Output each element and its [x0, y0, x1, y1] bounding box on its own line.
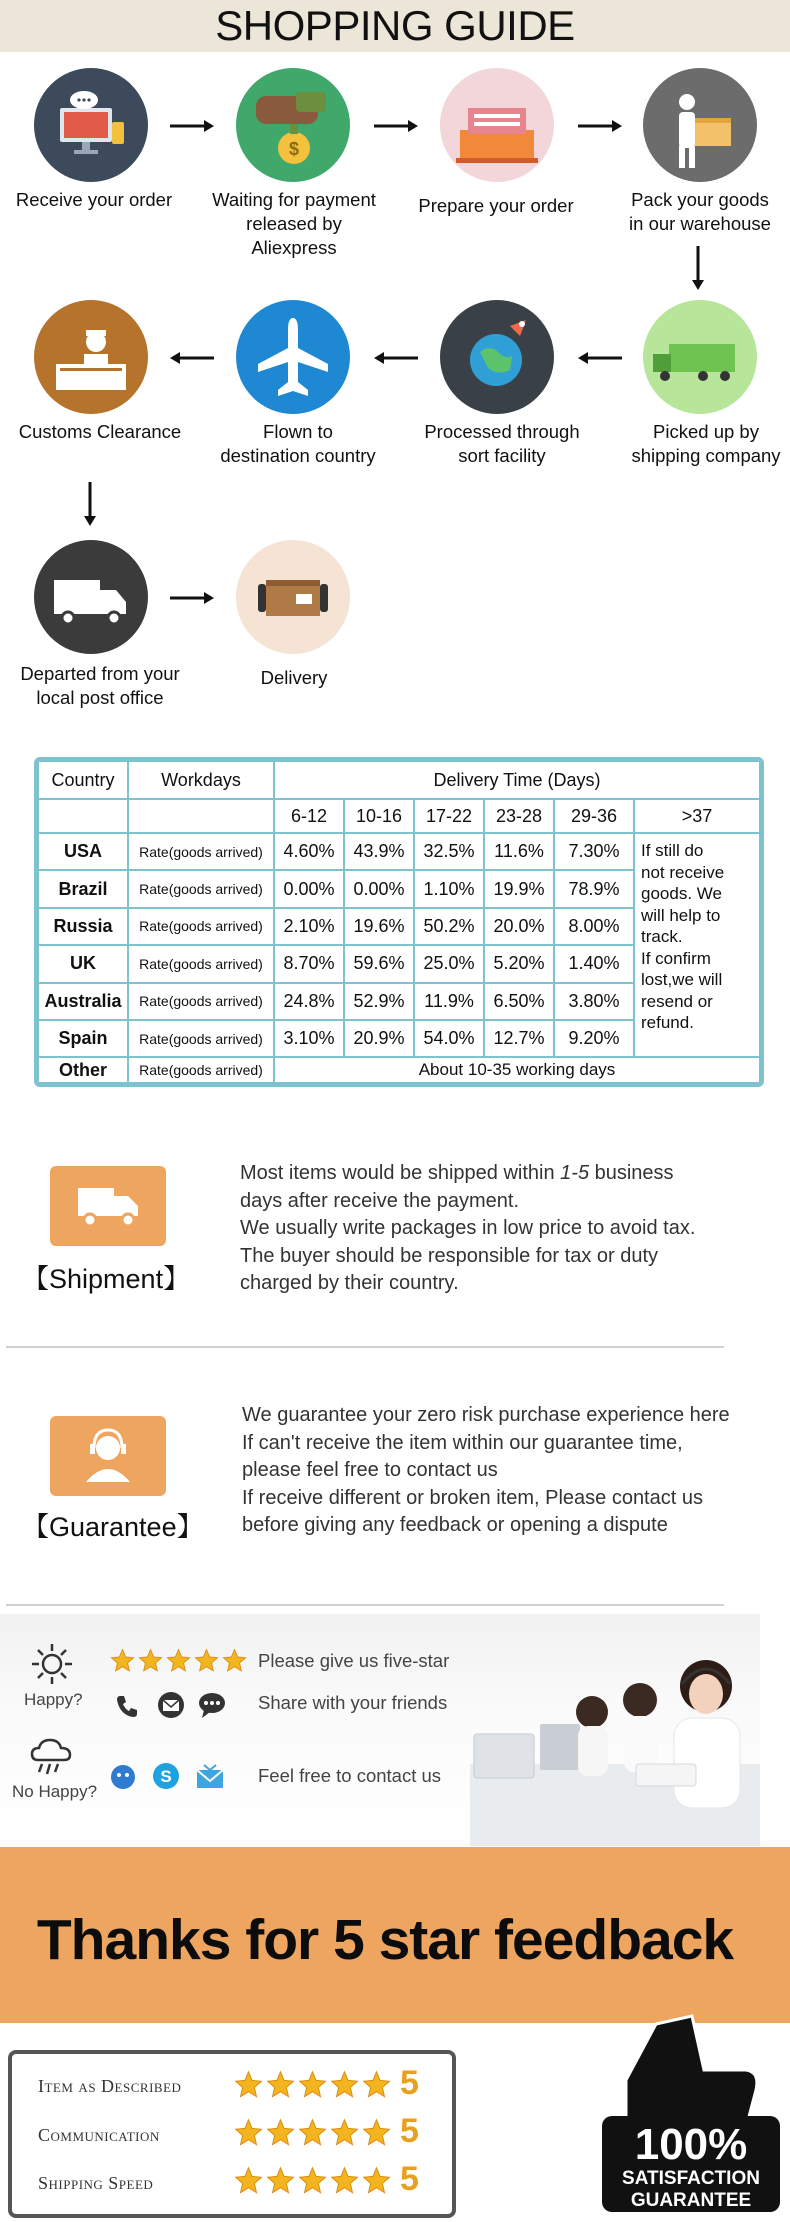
star-icon	[234, 2118, 263, 2147]
mail-icon	[156, 1690, 186, 1720]
left-arrow-icon	[576, 348, 624, 368]
receive-order-icon	[34, 68, 148, 182]
star-icon	[298, 2118, 327, 2147]
table-row: USA Rate(goods arrived) 4.60% 43.9% 32.5% 11.6% 7.30% If still do not receive goods. We will help to track. If confirm lost,we will resend or refund.	[38, 833, 760, 870]
right-arrow-icon	[372, 116, 420, 136]
chat-icon	[196, 1690, 228, 1720]
table-row: Australia Rate(goods arrived) 24.8% 52.9% 11.9% 6.50% 3.80%	[38, 983, 760, 1020]
star-icon	[194, 1648, 219, 1673]
customs-clearance-icon	[34, 300, 148, 414]
page-header	[0, 0, 790, 52]
post-office-truck-icon	[34, 540, 148, 654]
shipment-truck-icon	[50, 1166, 166, 1246]
step-label: Customs Clearance	[18, 421, 182, 442]
star-icon	[138, 1648, 163, 1673]
range-header: 10-16	[344, 799, 414, 833]
right-arrow-icon	[168, 116, 216, 136]
left-arrow-icon	[168, 348, 216, 368]
step-label: Processed through sort facility	[424, 421, 580, 466]
rating-label: Shipping Speed	[38, 2173, 154, 2193]
rating-label: Communication	[38, 2125, 160, 2145]
star-icon	[330, 2118, 359, 2147]
guarantee-label: 【Guarantee】	[22, 1512, 204, 1542]
guarantee-text: We guarantee your zero risk purchase experience here If can't receive the item within our guarantee time, please feel free to contact us If receive different or broken item, Please contact us before giving any feedback or opening a dispute	[242, 1404, 730, 1536]
divider	[6, 1604, 724, 1606]
happy-text-1: Please give us five-star	[258, 1650, 450, 1671]
no-happy-label: No Happy?	[12, 1782, 98, 1801]
skype-icon	[150, 1760, 182, 1792]
rating-label: Item as Described	[38, 2076, 182, 2096]
rating-stars	[234, 2070, 394, 2104]
table-row: UK Rate(goods arrived) 8.70% 59.6% 25.0% 5.20% 1.40%	[38, 945, 760, 982]
five-star-row	[110, 1648, 250, 1678]
truck-pickup-icon	[643, 300, 757, 414]
svg-text:S: S	[160, 1767, 172, 1786]
col-header-country: Country	[38, 761, 128, 799]
step-label: Waiting for payment released by Aliexpress	[212, 189, 376, 258]
happy-text-2: Share with your friends	[258, 1692, 448, 1713]
col-header-delivery: Delivery Time (Days)	[274, 761, 760, 799]
step-label: Pack your goods in our warehouse	[629, 189, 771, 234]
rating-score: 5	[400, 2160, 419, 2198]
shipment-label: 【Shipment】	[22, 1264, 191, 1294]
left-arrow-icon	[372, 348, 420, 368]
step-label: Flown to destination country	[220, 421, 376, 466]
step-label: Delivery	[260, 667, 328, 688]
star-icon	[266, 2118, 295, 2147]
star-icon	[166, 1648, 191, 1673]
rating-score: 5	[400, 2112, 419, 2150]
thanks-banner	[0, 1847, 790, 2023]
star-icon	[298, 2070, 327, 2099]
range-header: 29-36	[554, 799, 634, 833]
airplane-icon	[236, 300, 350, 414]
delivery-time-table	[34, 757, 764, 1087]
seller-rating-box	[8, 2050, 456, 2218]
star-icon	[222, 1648, 247, 1673]
call-center-photo	[460, 1614, 760, 1846]
star-icon	[266, 2166, 295, 2195]
divider	[6, 1346, 724, 1348]
prepare-order-icon	[440, 68, 554, 182]
rating-stars	[234, 2118, 394, 2152]
badge-line2: SATISFACTION	[622, 2168, 760, 2189]
down-arrow-icon	[688, 244, 708, 292]
star-icon	[234, 2166, 263, 2195]
payment-icon	[236, 68, 350, 182]
sun-icon	[30, 1642, 74, 1686]
globe-icon	[440, 300, 554, 414]
happy-label: Happy?	[24, 1690, 83, 1709]
col-header-workdays: Workdays	[128, 761, 274, 799]
rain-cloud-icon	[28, 1736, 76, 1778]
down-arrow-icon	[80, 480, 100, 528]
happy-text-3: Feel free to contact us	[258, 1765, 442, 1786]
rating-stars	[234, 2166, 394, 2200]
star-icon	[110, 1648, 135, 1673]
right-arrow-icon	[576, 116, 624, 136]
star-icon	[330, 2166, 359, 2195]
satisfaction-badge	[596, 2010, 786, 2215]
svg-text:$: $	[288, 139, 300, 159]
thanks-text: Thanks for 5 star feedback	[36, 1908, 734, 1972]
right-arrow-icon	[168, 588, 216, 608]
star-icon	[362, 2166, 391, 2195]
range-header: >37	[634, 799, 760, 833]
pack-goods-icon	[643, 68, 757, 182]
star-icon	[362, 2070, 391, 2099]
star-icon	[298, 2166, 327, 2195]
step-label: Departed from your local post office	[20, 663, 180, 708]
range-header: 23-28	[484, 799, 554, 833]
table-row: Other Rate(goods arrived) About 10-35 working days	[38, 1057, 760, 1083]
feedback-strip	[0, 1614, 760, 1846]
step-label: Picked up by shipping company	[631, 421, 781, 466]
star-icon	[234, 2070, 263, 2099]
badge-line3: GUARANTEE	[630, 2190, 752, 2211]
email-icon	[194, 1762, 226, 1792]
step-label: Prepare your order	[418, 195, 574, 216]
star-icon	[266, 2070, 295, 2099]
range-header: 6-12	[274, 799, 344, 833]
page-title: SHOPPING GUIDE	[215, 2, 575, 49]
table-row: Brazil Rate(goods arrived) 0.00% 0.00% 1.10% 19.9% 78.9%	[38, 870, 760, 907]
phone-icon	[112, 1690, 142, 1720]
star-icon	[362, 2118, 391, 2147]
delivery-note: If still do not receive goods. We will help to track. If confirm lost,we will resend or refund.	[634, 833, 760, 1057]
table-row: Russia Rate(goods arrived) 2.10% 19.6% 50.2% 20.0% 8.00%	[38, 908, 760, 945]
range-header: 17-22	[414, 799, 484, 833]
table-row: Spain Rate(goods arrived) 3.10% 20.9% 54.0% 12.7% 9.20%	[38, 1020, 760, 1057]
shipment-text: Most items would be shipped within 1-5 business days after receive the payment. We usually write packages in low price to avoid tax. The buyer should be responsible for tax or duty charged by their country.	[240, 1162, 696, 1294]
customer-service-icon	[50, 1416, 166, 1496]
step-label: Receive your order	[15, 189, 173, 210]
badge-percent: 100%	[634, 2120, 748, 2169]
rating-score: 5	[400, 2064, 419, 2102]
qq-icon	[108, 1762, 138, 1792]
delivery-box-icon	[236, 540, 350, 654]
star-icon	[330, 2070, 359, 2099]
